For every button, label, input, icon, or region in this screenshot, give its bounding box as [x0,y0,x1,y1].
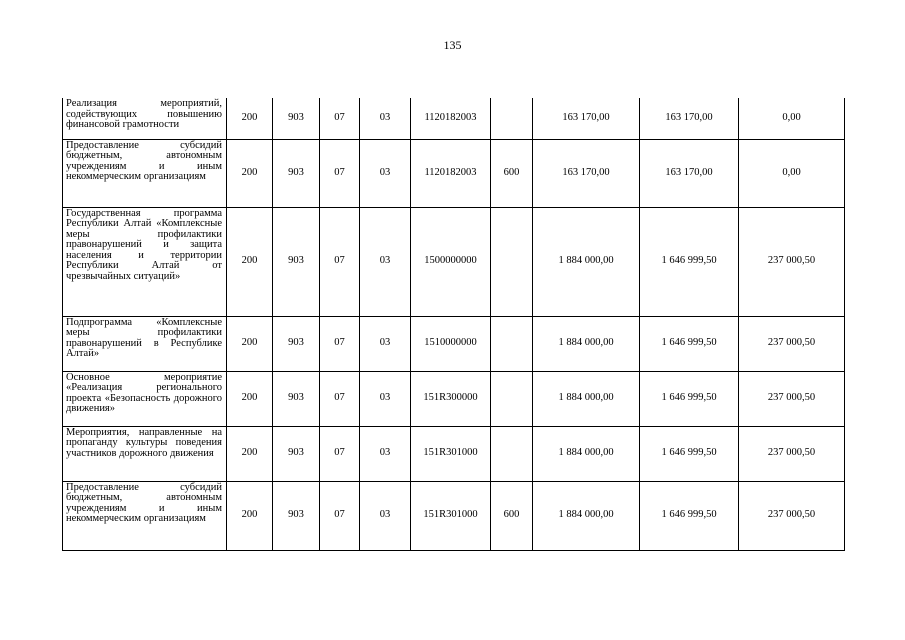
subsection-code: 03 [360,481,411,550]
ministry-code: 903 [273,371,320,426]
row-name: Предоставление субсидий бюджетным, автономным учреждениям и иным некоммерческим организациям [63,139,227,207]
executed-amount: 1 646 999,50 [640,481,739,550]
subsection-code: 03 [360,207,411,316]
table-row [63,371,845,426]
expense-type: 600 [491,481,533,550]
remaining-amount: 0,00 [739,139,845,207]
admin-code: 200 [227,316,273,371]
section-code: 07 [320,481,360,550]
plan-amount: 1 884 000,00 [533,426,640,481]
subsection-code: 03 [360,371,411,426]
executed-amount: 1 646 999,50 [640,426,739,481]
row-name: Реализация мероприятий, содействующих повышению финансовой грамотности [63,98,227,139]
section-code: 07 [320,426,360,481]
plan-amount: 1 884 000,00 [533,207,640,316]
expense-type [491,316,533,371]
expense-type [491,426,533,481]
plan-amount: 163 170,00 [533,98,640,139]
remaining-amount: 237 000,50 [739,207,845,316]
section-code: 07 [320,207,360,316]
plan-amount: 1 884 000,00 [533,481,640,550]
ministry-code: 903 [273,139,320,207]
target-article: 1510000000 [411,316,491,371]
page-number: 135 [443,38,462,52]
admin-code: 200 [227,139,273,207]
admin-code: 200 [227,371,273,426]
subsection-code: 03 [360,316,411,371]
admin-code: 200 [227,98,273,139]
target-article: 1120182003 [411,98,491,139]
target-article: 151R301000 [411,481,491,550]
ministry-code: 903 [273,481,320,550]
remaining-amount: 0,00 [739,98,845,139]
executed-amount: 1 646 999,50 [640,316,739,371]
section-code: 07 [320,98,360,139]
table-row [63,481,845,550]
expense-type: 600 [491,139,533,207]
ministry-code: 903 [273,426,320,481]
target-article: 1120182003 [411,139,491,207]
table-row [63,98,845,139]
ministry-code: 903 [273,316,320,371]
admin-code: 200 [227,481,273,550]
executed-amount: 1 646 999,50 [640,207,739,316]
executed-amount: 163 170,00 [640,139,739,207]
section-code: 07 [320,316,360,371]
row-name: Предоставление субсидий бюджетным, автономным учреждениям и иным некоммерческим организациям [63,481,227,550]
plan-amount: 1 884 000,00 [533,316,640,371]
expense-type [491,371,533,426]
row-name: Мероприятия, направленные на пропаганду культуры поведения участников дорожного движения [63,426,227,481]
target-article: 1500000000 [411,207,491,316]
target-article: 151R301000 [411,426,491,481]
section-code: 07 [320,139,360,207]
subsection-code: 03 [360,98,411,139]
target-article: 151R300000 [411,371,491,426]
table-row [63,426,845,481]
row-name: Подпрограмма «Комплексные меры профилактики правонарушений в Республике Алтай» [63,316,227,371]
remaining-amount: 237 000,50 [739,481,845,550]
table-row [63,207,845,316]
remaining-amount: 237 000,50 [739,316,845,371]
row-name: Государственная программа Республики Алтай «Комплексные меры профилактики правонарушений и защита населения и территории Республики Алтай от чрезвычайных ситуаций» [63,207,227,316]
subsection-code: 03 [360,139,411,207]
section-code: 07 [320,371,360,426]
admin-code: 200 [227,207,273,316]
ministry-code: 903 [273,207,320,316]
ministry-code: 903 [273,98,320,139]
executed-amount: 163 170,00 [640,98,739,139]
table-row [63,316,845,371]
table-row [63,139,845,207]
budget-table [62,98,845,551]
executed-amount: 1 646 999,50 [640,371,739,426]
plan-amount: 1 884 000,00 [533,371,640,426]
remaining-amount: 237 000,50 [739,371,845,426]
subsection-code: 03 [360,426,411,481]
admin-code: 200 [227,426,273,481]
plan-amount: 163 170,00 [533,139,640,207]
remaining-amount: 237 000,50 [739,426,845,481]
expense-type [491,98,533,139]
expense-type [491,207,533,316]
row-name: Основное мероприятие «Реализация регионального проекта «Безопасность дорожного движения» [63,371,227,426]
